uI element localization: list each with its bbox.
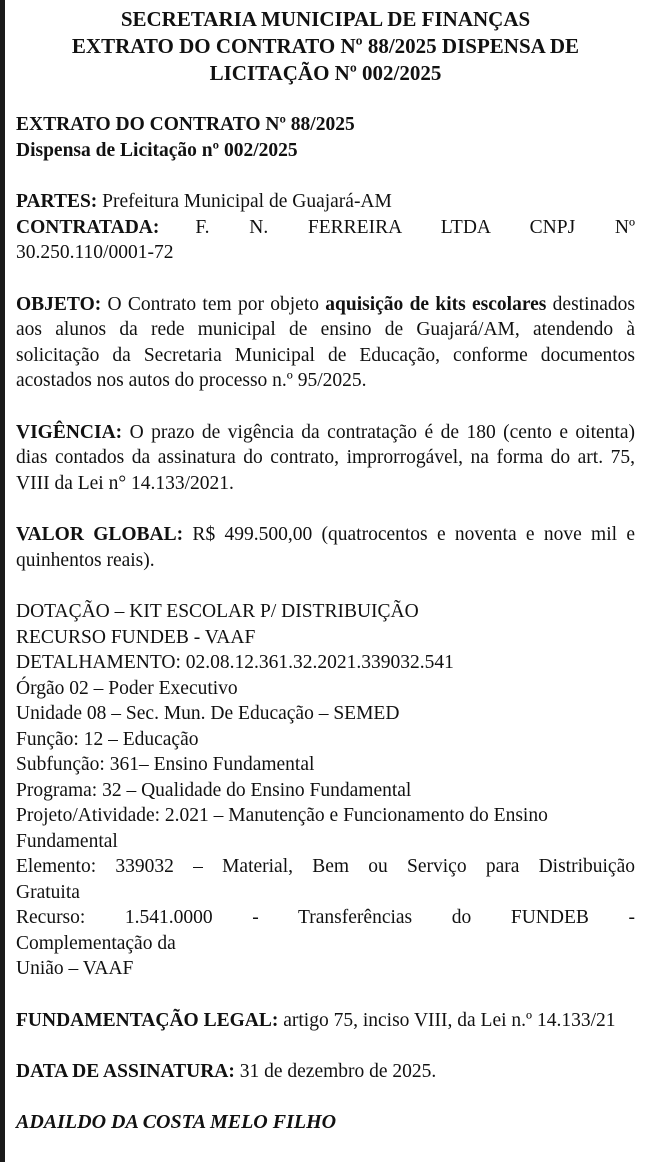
fundamentacao-label: FUNDAMENTAÇÃO LEGAL: — [16, 1009, 279, 1031]
dotacao-line: Programa: 32 – Qualidade do Ensino Fundamental — [16, 779, 412, 801]
contratada-cnpj: 30.250.110/0001-72 — [16, 242, 174, 263]
valor-section — [16, 522, 635, 573]
dotacao-line: DETALHAMENTO: 02.08.12.361.32.2021.339032.541 — [16, 652, 454, 673]
dotacao-line: União – VAAF — [16, 958, 134, 979]
objeto-highlight: aquisição de kits escolares — [325, 293, 547, 315]
header-line-1: SECRETARIA MUNICIPAL DE FINANÇAS — [120, 7, 531, 31]
contract-title — [16, 112, 635, 163]
dotacao-line: Recurso: 1.541.0000 - Transferências do FUNDEB - — [16, 907, 635, 928]
objeto-label: OBJETO: — [16, 293, 102, 315]
dotacao-line: Subfunção: 361– Ensino Fundamental — [16, 754, 315, 775]
data-assinatura-text: 31 de dezembro de 2025. — [234, 1061, 437, 1082]
partes-section — [16, 189, 635, 215]
objeto-text-after: destinados aos alunos da rede municipal de ensino de Guajará/AM, atendendo à solicitação da Secretaria Municipal de Educação, conforme documentos acostados nos autos do processo n.º 95/2025. — [16, 293, 635, 391]
dotacao-line: Fundamental — [16, 830, 118, 852]
dotacao-line: Complementação da — [16, 932, 176, 954]
dotacao-line: Função: 12 – Educação — [16, 728, 199, 750]
signatory-name: ADAILDO DA COSTA MELO FILHO — [16, 1110, 337, 1133]
left-edge-bar — [0, 0, 5, 1162]
fundamentacao-section — [16, 1008, 635, 1034]
partes-value: Prefeitura Municipal de Guajará-AM — [97, 191, 392, 212]
data-assinatura-label: DATA DE ASSINATURA: — [16, 1061, 235, 1082]
vigencia-text: O prazo de vigência da contratação é de 180 (cento e oitenta) dias contados da assinatura do contrato, improrrogável, na forma do art. 75, VIII da Lei n° 14.133/2021. — [16, 421, 635, 494]
contratada-value: F. N. FERREIRA LTDA CNPJ Nº — [195, 216, 635, 238]
dispensa-number: Dispensa de Licitação nº 002/2025 — [16, 139, 298, 161]
vigencia-label: VIGÊNCIA: — [16, 421, 123, 443]
dotacao-line: Projeto/Atividade: 2.021 – Manutenção e Funcionamento do Ensino — [16, 805, 548, 826]
header-line-3: LICITAÇÃO Nº 002/2025 — [209, 61, 442, 85]
objeto-section — [16, 292, 635, 394]
valor-label: VALOR GLOBAL: — [16, 524, 184, 545]
dotacao-line: Elemento: 339032 – Material, Bem ou Serviço para Distribuição — [16, 856, 635, 877]
header-line-2: EXTRATO DO CONTRATO Nº 88/2025 DISPENSA DE — [71, 34, 580, 58]
objeto-text-before: O Contrato tem por objeto — [101, 293, 326, 315]
contratada-section — [16, 215, 635, 266]
partes-label: PARTES: — [16, 191, 98, 212]
vigencia-section — [16, 420, 635, 497]
data-assinatura-section — [16, 1059, 635, 1085]
dotacao-line: Gratuita — [16, 881, 80, 903]
document-header — [16, 6, 635, 87]
dotacao-section — [16, 599, 635, 982]
dotacao-line: Órgão 02 – Poder Executivo — [16, 677, 238, 699]
dotacao-line: Unidade 08 – Sec. Mun. De Educação – SEMED — [16, 703, 400, 724]
valor-text: R$ 499.500,00 (quatrocentos e noventa e nove mil e quinhentos reais). — [16, 524, 636, 571]
contract-number: EXTRATO DO CONTRATO Nº 88/2025 — [16, 114, 355, 135]
fundamentacao-text: artigo 75, inciso VIII, da Lei n.º 14.133/21 — [278, 1009, 616, 1031]
contratada-label: CONTRATADA: — [16, 216, 160, 238]
dotacao-line: RECURSO FUNDEB - VAAF — [16, 626, 256, 648]
dotacao-line: DOTAÇÃO – KIT ESCOLAR P/ DISTRIBUIÇÃO — [16, 601, 419, 622]
